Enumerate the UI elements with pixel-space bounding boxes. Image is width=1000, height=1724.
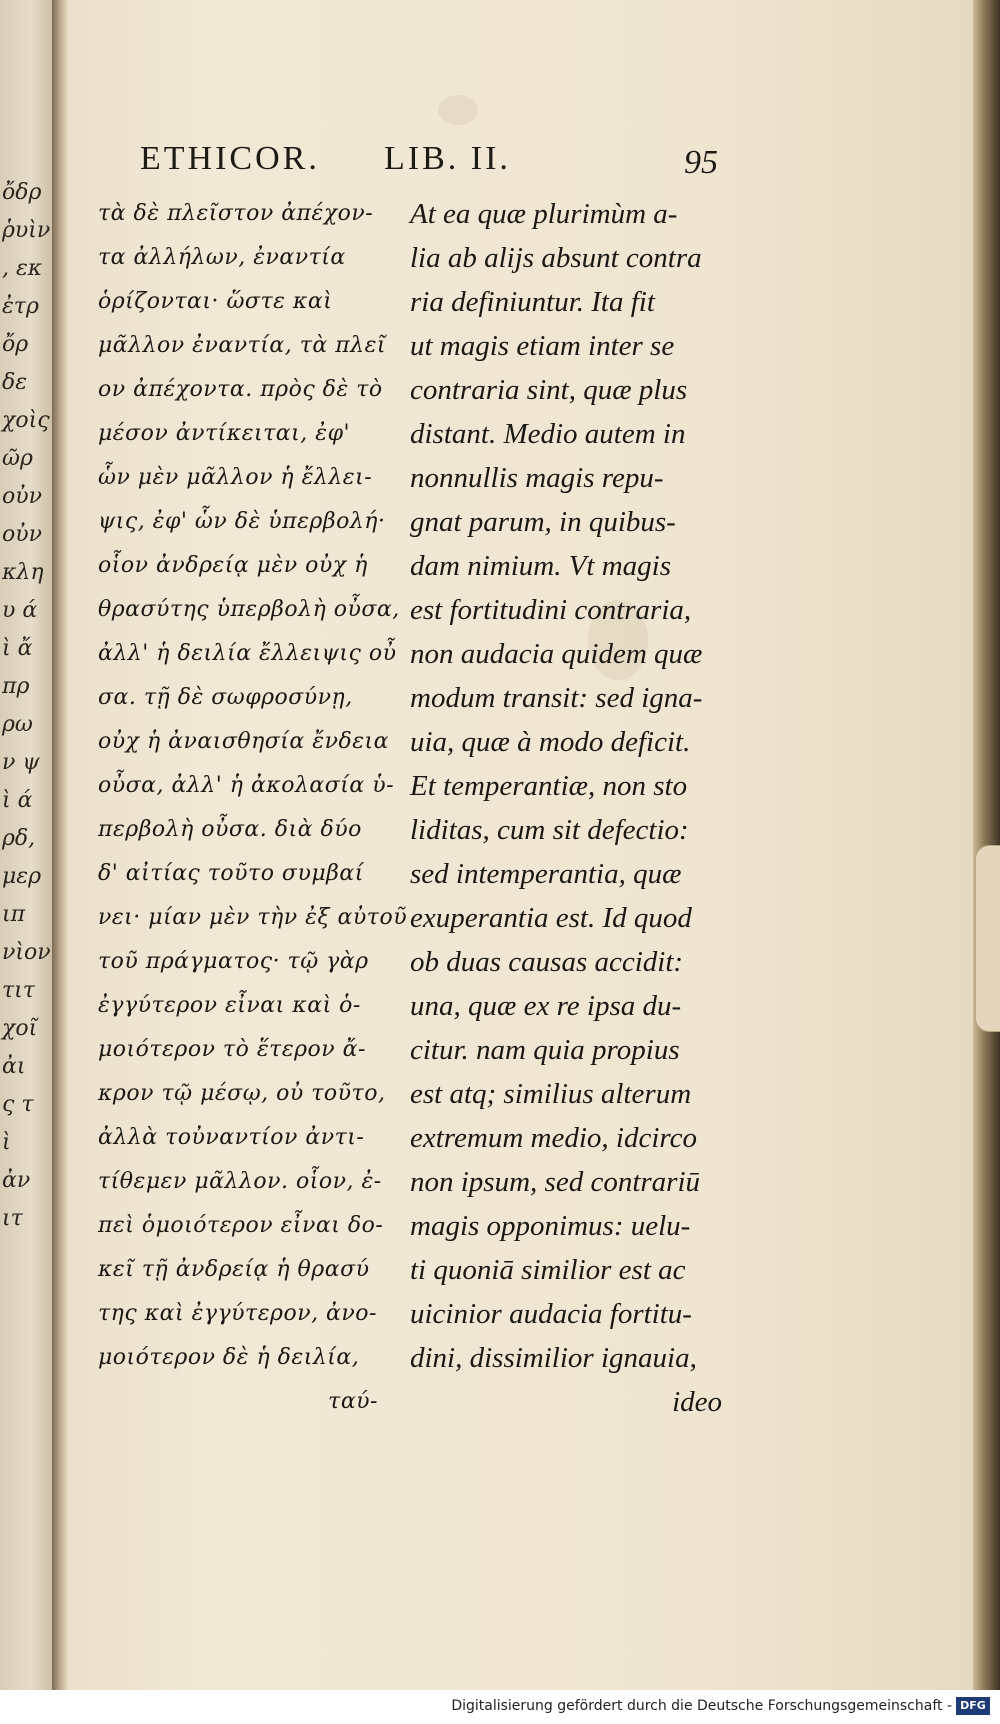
- previous-page-fragment: οὐν: [2, 522, 42, 547]
- text-line: ob duas causas accidit:: [410, 946, 684, 978]
- previous-page-fragment: ὶ ά: [2, 788, 33, 813]
- text-line: τὰ δὲ πλεῖστον ἀπέχον-: [98, 201, 374, 226]
- text-line: ut magis etiam inter se: [410, 330, 675, 362]
- previous-page-fragment: ὄρ: [2, 332, 29, 357]
- text-line: ον ἀπέχοντα. πρὸς δὲ τὸ: [98, 377, 383, 402]
- previous-page-fragment: ὄδρ: [2, 180, 42, 205]
- text-line: τοῦ πράγματος· τῷ γὰρ: [98, 949, 369, 974]
- text-line: gnat parum, in quibus-: [410, 506, 676, 538]
- text-line: της καὶ ἐγγύτερον, ἀνο-: [98, 1301, 377, 1326]
- previous-page-fragment: ιτ: [2, 1206, 23, 1231]
- book-gutter: [52, 0, 68, 1724]
- text-line: exuperantia est. Id quod: [410, 902, 692, 934]
- text-line: ἀλλὰ τοὐναντίον ἀντι-: [98, 1125, 365, 1150]
- text-line: contraria sint, quæ plus: [410, 374, 688, 406]
- text-line: τα ἀλλήλων, ἐναντία: [98, 245, 346, 270]
- previous-page-fragment: χοῖ: [2, 1016, 38, 1041]
- text-line: citur. nam quia propius: [410, 1034, 680, 1066]
- text-line: κεῖ τῇ ἀνδρείᾳ ἡ θρασύ: [98, 1257, 370, 1282]
- text-line: σα. τῇ δὲ σωφροσύνῃ,: [98, 685, 353, 710]
- text-line: ὧν μὲν μᾶλλον ἡ ἔλλει-: [98, 465, 373, 490]
- text-line: una, quæ ex re ipsa du-: [410, 990, 682, 1022]
- previous-page-fragment: ἐτρ: [2, 294, 39, 319]
- text-line: ria definiuntur. Ita fit: [410, 286, 655, 318]
- previous-page-fragment: ἀν: [2, 1168, 31, 1193]
- previous-page-fragment: ρδ,: [2, 826, 36, 851]
- text-line: dini, dissimilior ignauia,: [410, 1342, 697, 1374]
- previous-page-fragment: ῶρ: [2, 446, 33, 471]
- text-line: οὖσα, ἀλλ' ἡ ἀκολασία ὑ-: [98, 773, 395, 798]
- text-line: ὁρίζονται· ὥστε καὶ: [98, 289, 333, 314]
- text-line: At ea quæ plurimùm a-: [410, 198, 678, 230]
- text-line: μοιότερον δὲ ἡ δειλία,: [98, 1345, 360, 1370]
- latin-text-column: [410, 192, 740, 1424]
- text-line: dam nimium. Vt magis: [410, 550, 671, 582]
- text-line: magis opponimus: uelu-: [410, 1210, 691, 1242]
- text-line: sed intemperantia, quæ: [410, 858, 682, 890]
- text-line: lia ab alijs absunt contra: [410, 242, 702, 274]
- text-line: extremum medio, idcirco: [410, 1122, 697, 1154]
- previous-page-fragment: νὶον: [2, 940, 51, 965]
- dfg-logo: DFG: [956, 1697, 990, 1715]
- previous-page-fragment: ῥυὶν: [2, 218, 51, 243]
- text-line: οἷον ἀνδρείᾳ μὲν οὐχ ἡ: [98, 553, 368, 578]
- text-line: modum transit: sed igna-: [410, 682, 703, 714]
- previous-page-fragment: ν ψ: [2, 750, 40, 775]
- text-line: οὐχ ἡ ἀναισθησία ἔνδεια: [98, 729, 389, 754]
- funding-credit: Digitalisierung gefördert durch die Deutsche Forschungsgemeinschaft -: [451, 1698, 952, 1714]
- text-line: μοιότερον τὸ ἕτερον ἄ-: [98, 1037, 366, 1062]
- previous-page-fragment: ρω: [2, 712, 33, 737]
- text-line: θρασύτης ὑπερβολὴ οὖσα,: [98, 597, 400, 622]
- text-line: νει· μίαν μὲν τὴν ἐξ αὐτοῦ: [98, 905, 408, 930]
- previous-page-fragment: , εκ: [2, 256, 43, 281]
- previous-page-fragment: ὶ: [2, 1130, 11, 1155]
- previous-page-fragment: τιτ: [2, 978, 35, 1003]
- text-line: τίθεμεν μᾶλλον. οἷον, ἐ-: [98, 1169, 382, 1194]
- previous-page-fragment: ὶ ἄ: [2, 636, 33, 661]
- text-line: μέσον ἀντίκειται, ἐφ': [98, 421, 351, 446]
- text-line: uia, quæ à modo deficit.: [410, 726, 691, 758]
- previous-page-fragment: μερ: [2, 864, 42, 889]
- text-line: nonnullis magis repu-: [410, 462, 664, 494]
- previous-page-fragment: οὐν: [2, 484, 42, 509]
- catchword: ταύ-: [328, 1389, 378, 1414]
- paper-stain: [438, 95, 478, 125]
- greek-text-column: [98, 192, 408, 1424]
- text-line: ἐγγύτερον εἶναι καὶ ὁ-: [98, 993, 361, 1018]
- text-line: μᾶλλον ἐναντία, τὰ πλεῖ: [98, 333, 387, 358]
- text-line: ἀλλ' ἡ δειλία ἔλλειψις οὖ: [98, 641, 397, 666]
- text-line: ψις, ἐφ' ὧν δὲ ὑπερβολή·: [98, 509, 386, 534]
- text-line: liditas, cum sit defectio:: [410, 814, 689, 846]
- running-head-book: LIB. II.: [384, 140, 511, 177]
- text-line: Et temperantiæ, non sto: [410, 770, 688, 802]
- page-tab-marker: [975, 845, 1000, 1032]
- previous-page-fragment: κλη: [2, 560, 44, 585]
- folio-number: 95: [684, 144, 718, 181]
- running-head-title: ETHICOR.: [140, 140, 320, 177]
- text-line: est fortitudini contraria,: [410, 594, 692, 626]
- catchword: ideo: [672, 1386, 722, 1418]
- text-line: ti quoniā similior est ac: [410, 1254, 686, 1286]
- previous-page-fragment: ς τ: [2, 1092, 34, 1117]
- previous-page-edge: [0, 0, 52, 1724]
- previous-page-fragment: ιπ: [2, 902, 26, 927]
- previous-page-fragment: πρ: [2, 674, 30, 699]
- text-line: κρον τῷ μέσῳ, οὐ τοῦτο,: [98, 1081, 386, 1106]
- text-line: δ' αἰτίας τοῦτο συμβαί: [98, 861, 364, 886]
- previous-page-fragment: υ ά: [2, 598, 38, 623]
- previous-page-fragment: χοὶς: [2, 408, 50, 433]
- text-line: περβολὴ οὖσα. διὰ δύο: [98, 817, 362, 842]
- text-line: non ipsum, sed contrariū: [410, 1166, 700, 1198]
- text-line: est atq; similius alterum: [410, 1078, 692, 1110]
- previous-page-fragment: ἀι: [2, 1054, 26, 1079]
- text-line: πεὶ ὁμοιότερον εἶναι δο-: [98, 1213, 384, 1238]
- previous-page-fragment: δε: [2, 370, 28, 395]
- text-line: uicinior audacia fortitu-: [410, 1298, 692, 1330]
- text-line: distant. Medio autem in: [410, 418, 686, 450]
- text-line: non audacia quidem quæ: [410, 638, 703, 670]
